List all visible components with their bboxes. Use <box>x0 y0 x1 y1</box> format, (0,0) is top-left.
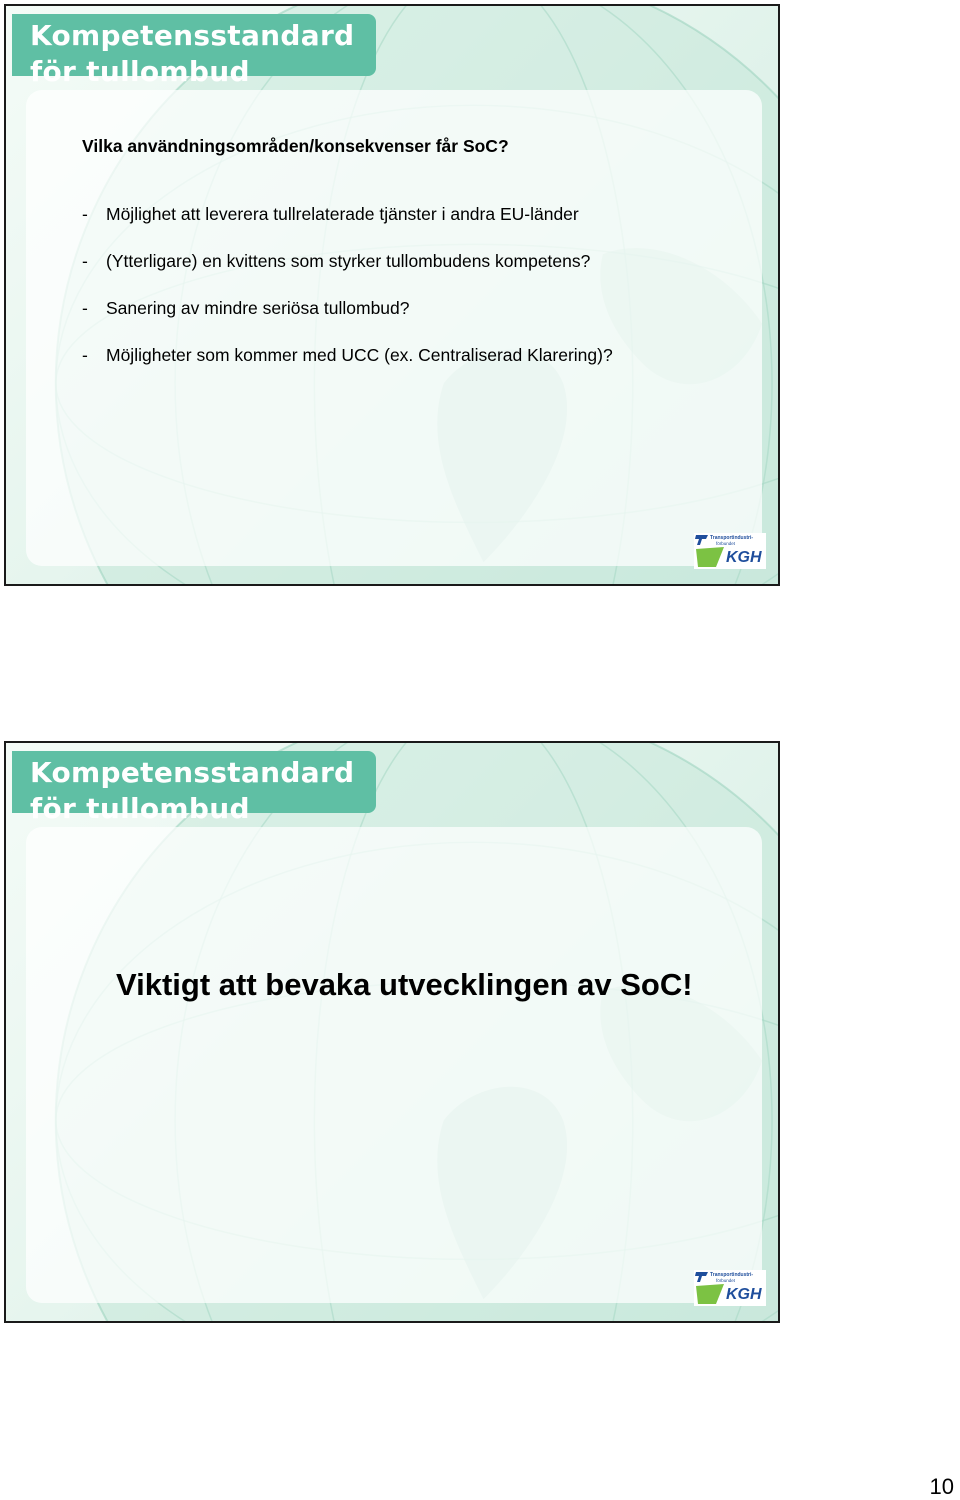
slide-title <box>30 755 354 827</box>
logo-mark: KGH <box>726 549 762 566</box>
slide-statement: Viktigt att bevaka utvecklingen av SoC! <box>116 967 693 1002</box>
list-item <box>82 298 613 345</box>
slide-title <box>30 18 354 90</box>
list-item <box>82 251 613 298</box>
slide-title-line-1: Kompetensstandard <box>30 19 355 52</box>
slide-title-line-2: för tullombud <box>30 792 250 825</box>
bullet-text: Möjlighet att leverera tullrelaterade tjänster i andra EU-länder <box>106 204 579 224</box>
bullet-list <box>82 204 613 392</box>
page-number: 10 <box>929 1474 954 1499</box>
bullet-text: (Ytterligare) en kvittens som styrker tullombudens kompetens? <box>106 251 591 271</box>
bullet-text: Möjligheter som kommer med UCC (ex. Centraliserad Klarering)? <box>106 345 613 365</box>
list-item <box>82 204 613 251</box>
slide-title-tab <box>12 751 376 825</box>
list-item <box>82 345 613 392</box>
slide-title-line-2: för tullombud <box>30 55 250 88</box>
logo-line-2: förbundet <box>716 541 736 546</box>
bullet-marker: - <box>82 298 88 318</box>
bullet-text: Sanering av mindre seriösa tullombud? <box>106 298 410 318</box>
kgh-logo <box>694 1270 766 1306</box>
bullet-marker: - <box>82 204 88 224</box>
slide-title-line-1: Kompetensstandard <box>30 756 355 789</box>
slide-content-panel <box>26 827 762 1303</box>
slide-2 <box>4 741 780 1323</box>
logo-line-1: Transportindustri- <box>710 1272 754 1278</box>
kgh-logo <box>694 533 766 569</box>
bullet-marker: - <box>82 251 88 271</box>
logo-mark: KGH <box>726 1286 762 1303</box>
slide-1 <box>4 4 780 586</box>
bullet-marker: - <box>82 345 88 365</box>
slide-content-panel <box>26 90 762 566</box>
logo-line-1: Transportindustri- <box>710 535 754 541</box>
slide-title-tab <box>12 14 376 88</box>
logo-line-2: förbundet <box>716 1278 736 1283</box>
slide-question: Vilka användningsområden/konsekvenser får SoC? <box>82 136 509 156</box>
